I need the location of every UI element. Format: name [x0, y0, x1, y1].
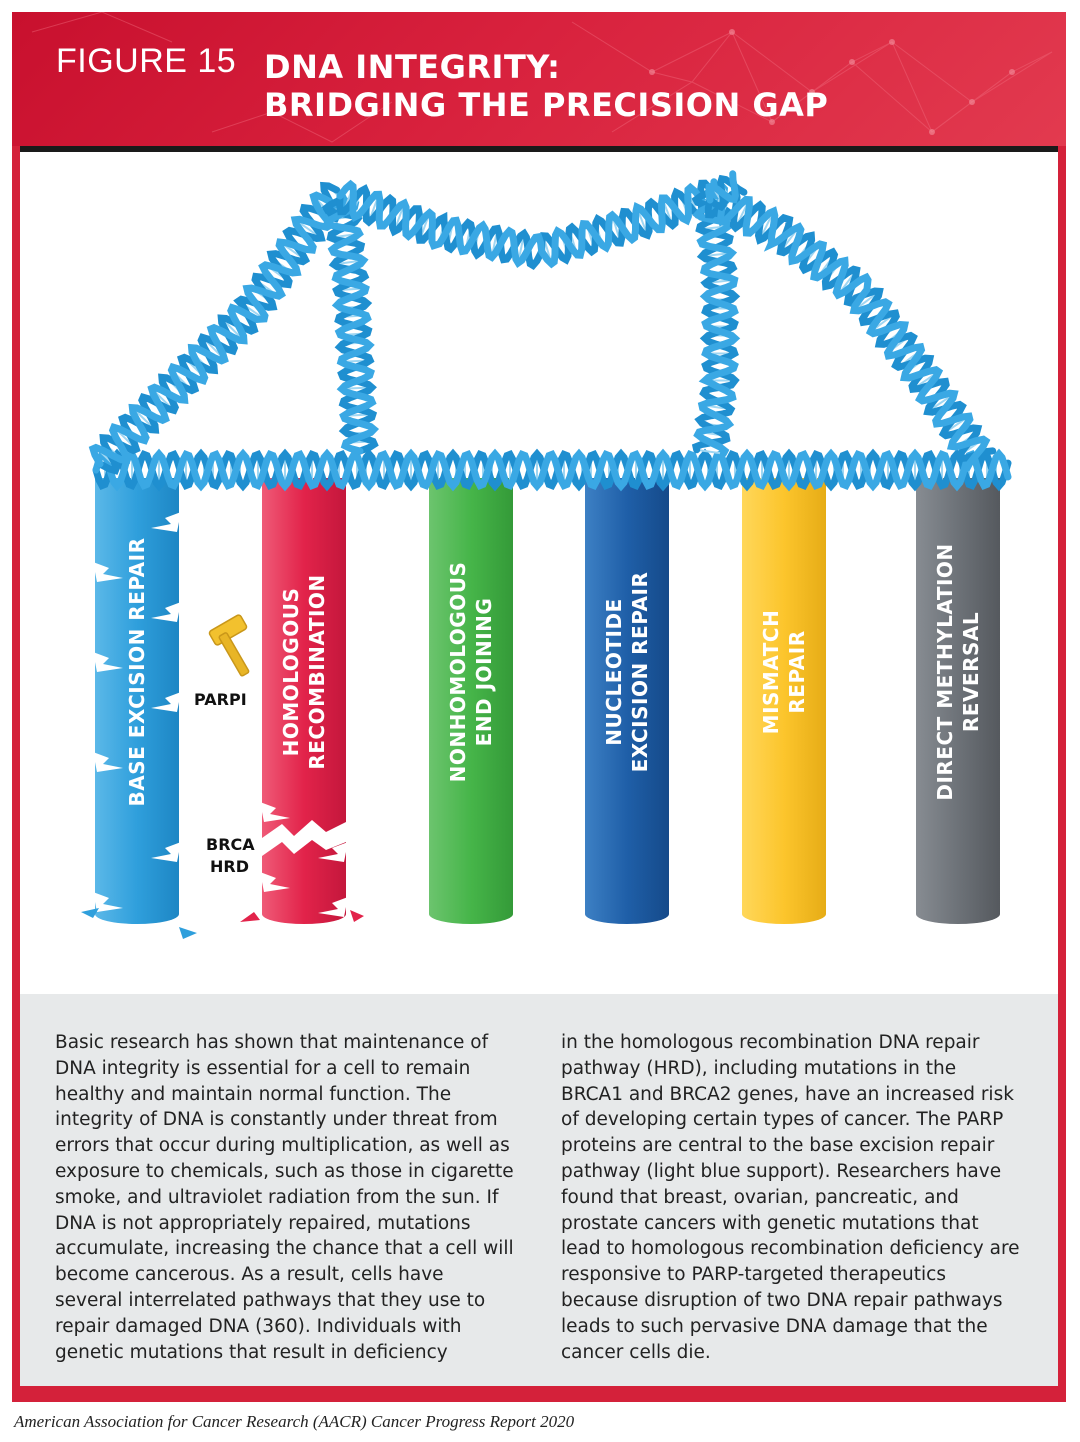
pillar-base [585, 904, 669, 924]
hrd-label: HRD [210, 857, 249, 876]
hammer-icon [208, 614, 249, 676]
description-column-2: in the homologous recombination DNA repair pathway (HRD), including mutations in the BRCA1 and BRCA2 genes, have an increased risk of developing certain types of cancer. The PARP proteins are central to the base excision repair pathway (light blue support). Researchers have found that breast, ovarian, pancreatic, and prostate cancers with genetic mutations that lead to homologous recombination deficiency are responsive to PARP-targeted therapeutics because disruption of two DNA repair pathways leads to such pervasive DNA damage that the cancer cells die. [561, 1032, 1020, 1363]
dna-arch-right-inner [696, 192, 735, 454]
dna-arch-left-outer [93, 186, 346, 471]
pillar-body [585, 478, 669, 914]
dna-beam-horizontal [96, 454, 1008, 486]
dna-arch-top [340, 182, 722, 266]
footer-bar [12, 1392, 1066, 1402]
pillar-base [916, 904, 1000, 924]
pillar-label: NONHOMOLOGOUS END JOINING [446, 561, 496, 783]
pillar-nonhomologous-end-joining [429, 478, 513, 924]
dna-double-helix [93, 174, 1008, 486]
pillar-label: MISMATCH REPAIR [759, 609, 809, 735]
pillar-body [742, 478, 826, 914]
pillar-direct-methylation-reversal [916, 478, 1000, 924]
source-citation: American Association for Cancer Research (AACR) Cancer Progress Report 2020 [14, 1412, 575, 1431]
pillar-body [429, 478, 513, 914]
brca-label: BRCA [206, 835, 255, 854]
description-column-1: Basic research has shown that maintenance of DNA integrity is essential for a cell to remain healthy and maintain normal function. The integrity of DNA is constantly under threat from errors that occur during multiplication, as well as exposure to chemicals, such as those in cigarette smoke, and ultraviolet radiation from the sun. If DNA is not appropriately repaired, mutations accumulate, increasing the chance that a cell will become cancerous. As a result, cells have several interrelated pathways that they use to repair damaged DNA (360). Individuals with genetic mutations that result in deficiency [55, 1032, 514, 1363]
pillar-label: HOMOLOGOUS RECOMBINATION [279, 574, 329, 770]
dna-repair-diagram [20, 152, 1058, 994]
figure-title [264, 48, 828, 124]
figure-number: FIGURE 15 [56, 42, 237, 80]
figure-header [12, 12, 1066, 146]
pillar-body [916, 478, 1000, 914]
dna-arch-left-inner [326, 200, 374, 451]
pillar-mismatch-repair [742, 478, 826, 924]
pillar-nucleotide-excision-repair [585, 478, 669, 924]
pillar-label: BASE EXCISION REPAIR [125, 537, 149, 807]
pillar-base [429, 904, 513, 924]
dna-arch-right-outer [708, 187, 992, 469]
pillar-label: NUCLEOTIDE EXCISION REPAIR [602, 571, 652, 773]
figure-title-line1: DNA INTEGRITY: [264, 48, 561, 86]
pillar-homologous-recombination [240, 478, 364, 924]
pillar-label: DIRECT METHYLATION REVERSAL [933, 543, 983, 801]
parpi-label: PARPI [194, 690, 247, 709]
pillar-base [742, 904, 826, 924]
figure-title-line2: BRIDGING THE PRECISION GAP [264, 86, 829, 124]
